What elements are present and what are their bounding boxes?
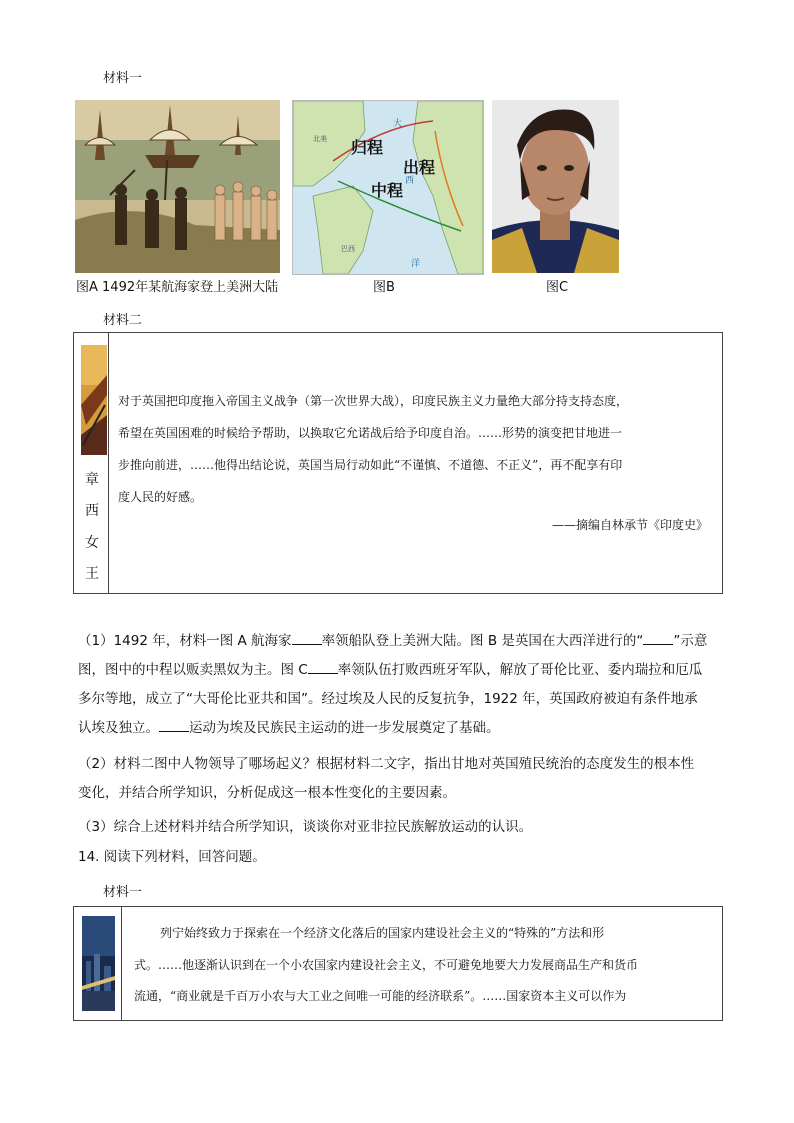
q1-text-a: （1）1492 年，材料一图 A 航海家 xyxy=(78,633,292,649)
q1-text-b: 率领船队登上美洲大陆。图 B 是英国在大西洋进行的“ xyxy=(321,633,644,649)
side-char-2: 西 xyxy=(85,503,99,519)
map-label-ocean-2: 西 xyxy=(405,176,415,186)
queen-painting xyxy=(81,345,107,455)
q1-text-d: 图，图中的中程以贩卖黑奴为主。图 C xyxy=(78,662,308,678)
answer-blank[interactable] xyxy=(643,632,673,645)
q14-material-image xyxy=(82,916,115,1011)
q1-text-f: 认埃及独立。 xyxy=(78,720,159,736)
material-2-source: ——摘编自林承节《印度史》 xyxy=(551,518,708,532)
q1-text-c: ”示意 xyxy=(673,633,708,649)
material-2-label: 材料二 xyxy=(103,313,143,328)
figure-c-caption: 图C xyxy=(546,280,569,295)
portrait-image xyxy=(492,100,619,273)
q14-line-1: 列宁始终致力于探索在一个经济文化落后的国家内建设社会主义的“特殊的”方法和形 xyxy=(160,926,605,940)
q14-line-2: 式。……他逐渐认识到在一个小农国家内建设社会主义，不可避免地要大力发展商品生产和货币 xyxy=(134,958,639,972)
landing-painting xyxy=(75,100,280,273)
map-label-ocean-1: 大 xyxy=(393,119,403,129)
figure-c-portrait xyxy=(492,100,619,273)
answer-blank[interactable] xyxy=(292,632,322,645)
material-2-line-2: 希望在英国困难的时候给予帮助，以换取它允诺战后给予印度自治。……形势的演变把甘地进一 xyxy=(118,426,623,440)
q1-line-3: 多尔等地，成立了“大哥伦比亚共和国”。经过埃及人民的反复抗争，1922 年，英国政府被迫有条件地承 xyxy=(78,691,698,707)
q14-heading: 14. 阅读下列材料，回答问题。 xyxy=(78,849,266,865)
answer-blank[interactable] xyxy=(308,661,338,674)
map-label-na: 北美 xyxy=(313,135,327,143)
figure-b-map xyxy=(292,100,484,275)
q3-line: （3）综合上述材料并结合所学知识，谈谈你对亚非拉民族解放运动的认识。 xyxy=(78,819,533,835)
q1-line-4 xyxy=(78,714,500,742)
night-city-image xyxy=(82,916,115,1011)
material-2-line-3: 步推向前进，……他得出结论说，英国当局行动如此“不谨慎、不道德、不正义”，再不配享有印 xyxy=(118,458,623,472)
material-2-line-4: 度人民的好感。 xyxy=(118,490,203,504)
answer-blank[interactable] xyxy=(159,719,189,732)
material-2-line-1: 对于英国把印度拖入帝国主义战争（第一次世界大战），印度民族主义力量绝大部分持支持态度， xyxy=(118,394,629,408)
figure-a-caption: 图A 1492年某航海家登上美洲大陆 xyxy=(76,280,279,295)
q14-material-box xyxy=(73,906,723,1021)
map-label-ocean-3: 洋 xyxy=(411,259,421,269)
route-return-label: 归程 xyxy=(351,138,384,157)
q2-line-2: 变化，并结合所学知识，分析促成这一根本性变化的主要因素。 xyxy=(78,785,456,801)
material-2-image xyxy=(81,345,107,455)
figure-a-image xyxy=(75,100,280,273)
map-label-brazil: 巴西 xyxy=(341,245,355,253)
triangular-trade-map xyxy=(293,101,483,274)
route-out-label: 出程 xyxy=(403,158,436,177)
side-char-1: 章 xyxy=(85,472,99,488)
q1-line-1 xyxy=(78,627,707,655)
side-char-3: 女 xyxy=(85,535,99,551)
q1-text-e: 率领队伍打败西班牙军队，解放了哥伦比亚、委内瑞拉和厄瓜 xyxy=(337,662,703,678)
material-2-divider xyxy=(108,333,109,593)
q14-line-3: 流通，“商业就是千百万小农与大工业之间唯一可能的经济联系”。……国家资本主义可以作为 xyxy=(134,989,627,1003)
q2-line-1: （2）材料二图中人物领导了哪场起义？根据材料二文字，指出甘地对英国殖民统治的态度发生的根本性 xyxy=(78,756,695,772)
q1-line-2 xyxy=(78,656,702,684)
q14-material-1-label: 材料一 xyxy=(103,885,143,900)
route-middle-label: 中程 xyxy=(371,181,404,200)
side-char-4: 王 xyxy=(85,566,99,582)
q1-text-g: 运动为埃及民族民主运动的进一步发展奠定了基础。 xyxy=(189,720,500,736)
q14-material-divider xyxy=(121,907,122,1020)
figure-b-caption: 图B xyxy=(373,280,395,295)
material-2-box xyxy=(73,332,723,594)
material-1-label: 材料一 xyxy=(103,71,143,86)
